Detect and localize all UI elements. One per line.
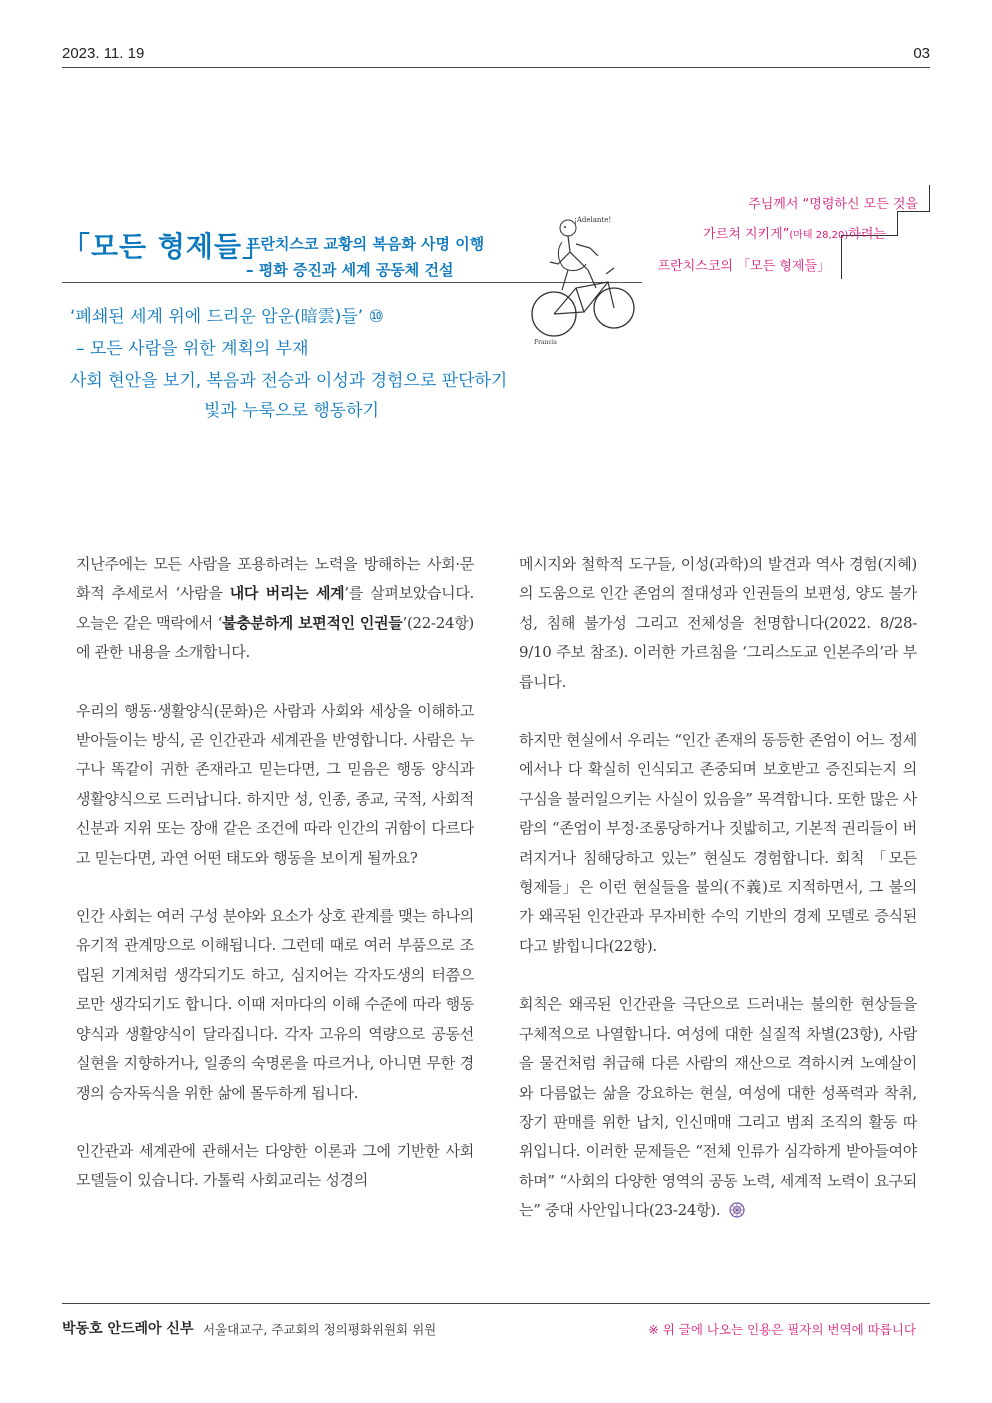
end-mark-icon — [729, 1202, 745, 1218]
paragraph: 하지만 현실에서 우리는 “인간 존재의 동등한 존엄이 어느 정세에서나 다 확실히 인식되고 존중되며 보호받고 증진되는지 의구심을 불러일으키는 사실이 있음을” 목격합니다. 또한 많은 사람의 “존엄이 부정·조롱당하거나 짓밟히고, 기본적 권리들이 버려지거나 침해당하고 있는” 현실도 경험합니다. 회칙 「모든 형제들」은 이런 현실들을 불의(不義)로 지적하면서, 그 불의가 왜곡된 인간관과 무자비한 수익 기반의 경제 모델로 증식된다고 밝힙니다(22항). — [519, 731, 917, 955]
paragraph: 인간관과 세계관에 관해서는 다양한 이론과 그에 기반한 사회 모델들이 있습니다. 가톨릭 사회교리는 성경의 — [76, 1141, 474, 1190]
method-line-2: 빛과 누룩으로 행동하기 — [204, 401, 380, 421]
series-title: 「모든 형제들」 — [62, 230, 271, 263]
paragraph: 우리의 행동·생활양식(문화)은 사람과 사회와 세상을 이해하고 받아들이는 방식, 곧 인간관과 세계관을 반영합니다. 사람은 누구나 똑같이 귀한 존재라고 믿는다면, 그 믿음은 행동 양식과 생활양식으로 드러납니다. 하지만 성, 인종, 종교, 국적, 사회적 신분과 지위 또는 장애 같은 조건에 따라 인간의 귀함이 다르다고 믿는다면, 과연 어떤 태도와 행동을 보이게 될까요? — [76, 701, 474, 867]
issue-date: 2023. 11. 19 — [62, 45, 145, 62]
paragraph: 회칙은 왜곡된 인간관을 극단으로 드러내는 불의한 현상들을 구체적으로 나열합니다. 여성에 대한 실질적 차별(23항), 사람을 물건처럼 취급해 다른 사람의 재산으로 격하시켜 노예살이와 다름없는 삶을 강요하는 현실, 여성에 대한 성폭력과 착취, 장기 판매를 위한 납치, 인신매매 그리고 범죄 조직의 활동 따위입니다. 이러한 문제들은 “전체 인류가 심각하게 받아들여야 하며” “사회의 다양한 영역의 공동 노력, 세계적 노력이 요구되는” 중대 사안입니다(23-24항). — [519, 995, 917, 1220]
article-title: ‘폐쇄된 세계 위에 드리운 암운(暗雲)들’ ⑩ — [70, 307, 384, 327]
body-column-right — [519, 550, 917, 1226]
quote-line-2: 가르쳐 지키게”(마태 28,20)하려는 — [703, 227, 886, 242]
quote-line-3: 프란치스코의 「모든 형제들」 — [657, 259, 830, 274]
paragraph: 인간 사회는 여러 구성 분야와 요소가 상호 관계를 맺는 하나의 유기적 관계망으로 이해됩니다. 그런데 때로 여러 부품으로 조립된 기계처럼 생각되기도 하고, 심지어는 각자도생의 터쯤으로만 생각되기도 합니다. 이때 저마다의 이해 수준에 따라 행동 양식과 생활양식이 달라집니다. 각자 고유의 역량으로 공동선 실현을 지향하거나, 일종의 숙명론을 따르거나, 아니면 무한 경쟁의 승자독식을 위한 삶에 몰두하게 됩니다. — [76, 907, 474, 1102]
article-subtitle: – 모든 사람을 위한 계획의 부재 — [76, 339, 309, 359]
quote-line-1: 주님께서 “명령하신 모든 것을 — [748, 197, 918, 212]
scripture-quote-box — [630, 185, 930, 283]
series-subtitle-2: – 평화 증진과 세계 공동체 건설 — [246, 261, 454, 279]
body-column-left — [76, 550, 474, 1196]
paragraph: 지난주에는 모든 사람을 포용하려는 노력을 방해하는 사회·문화적 추세로서 ‘사람을 내다 버리는 세계’를 살펴보았습니다. 오늘은 같은 맥락에서 ‘불충분하게 보편적인 인권들’(22-24항)에 관한 내용을 소개합니다. — [76, 555, 474, 662]
speech-bubble-text: ¡Adelante! — [574, 216, 612, 224]
author-role: 서울대교구, 주교회의 정의평화위원회 위원 — [203, 1322, 437, 1337]
pope-bicycle-illustration — [528, 208, 638, 358]
page-number: 03 — [913, 45, 930, 62]
paragraph: 메시지와 철학적 도구들, 이성(과학)의 발견과 역사 경험(지혜)의 도움으로 인간 존엄의 절대성과 인권들의 보편성, 양도 불가성, 침해 불가성 그리고 전체성을 천명합니다(2022. 8/28-9/10 주보 참조). 이러한 가르침을 ‘그리스도교 인본주의’라 부릅니다. — [519, 555, 917, 691]
header-divider — [62, 67, 930, 68]
illustration-caption: Francis — [534, 339, 557, 346]
method-line-1: 사회 현안을 보기, 복음과 전승과 이성과 경험으로 판단하기 — [70, 371, 508, 391]
translation-note: ※ 위 글에 나오는 인용은 필자의 번역에 따릅니다 — [648, 1322, 916, 1337]
footer-divider — [62, 1303, 930, 1304]
author-name: 박동호 안드레아 신부 — [62, 1321, 194, 1337]
series-subtitle-1: 프란치스코 교황의 복음화 사명 이행 — [246, 235, 485, 253]
